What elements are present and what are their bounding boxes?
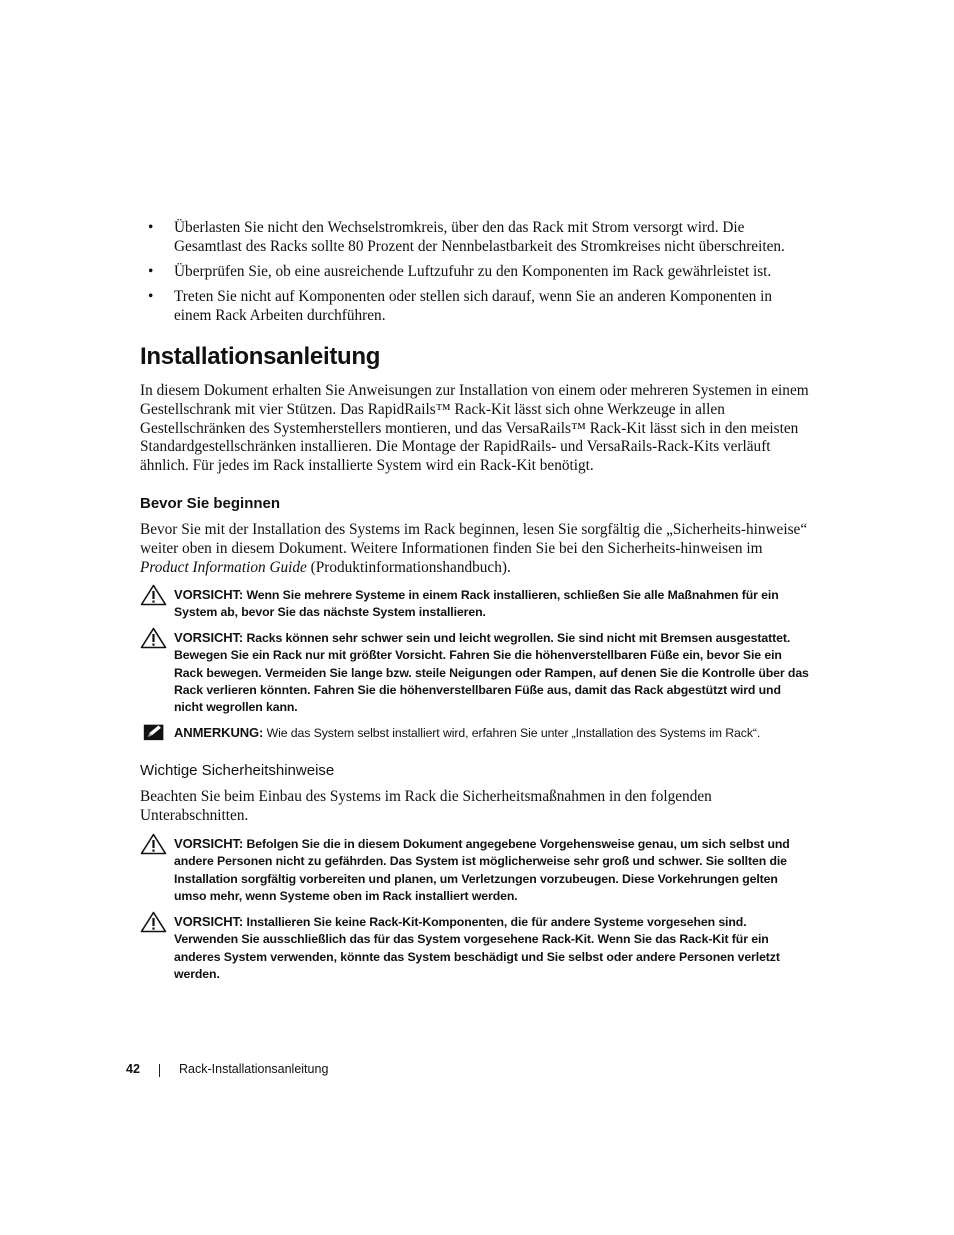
before-paragraph: Bevor Sie mit der Installation des Systems im Rack beginnen, lesen Sie sorgfältig die „Sicherheits-hinweise“ weiter oben in diesem Dokument. Weitere Informationen finden Sie bei den Sicherheits-hinweisen im Product Information Guide (Produktinformationshandbuch).	[140, 521, 808, 576]
note-box: ANMERKUNG: Wie das System selbst installiert wird, erfahren Sie unter „Installation des Systems im Rack“.	[140, 724, 812, 742]
list-item: • Überlasten Sie nicht den Wechselstromkreis, über den das Rack mit Strom versorgt wird. Die Gesamtlast des Racks sollte 80 Prozent der Nennbelastbarkeit des Stromkreises nicht überschreiten.	[148, 219, 785, 255]
intro-paragraph: In diesem Dokument erhalten Sie Anweisungen zur Installation von einem oder mehreren Systemen in einem Gestellschrank mit vier Stützen. Das RapidRails™ Rack-Kit lässt sich ohne Werkzeuge in allen Gestellschränken des Systemherstellers montieren, und das VersaRails™ Rack-Kit lässt sich in den meisten Standardgestellschränken installieren. Die Montage der RapidRails- und VersaRails-Rack-Kits verläuft ähnlich. Für jedes im Rack installierte System wird ein Rack-Kit benötigt.	[140, 382, 809, 475]
footer-title: Rack-Installationsanleitung	[179, 1062, 329, 1076]
before-heading: Bevor Sie beginnen	[140, 495, 281, 512]
footer-divider	[159, 1064, 160, 1077]
bullet-icon: •	[148, 288, 154, 305]
caution-box: VORSICHT: Befolgen Sie die in diesem Dokument angegebene Vorgehensweise genau, um sich selbst und andere Personen nicht zu gefährden. Das System ist möglicherweise sehr groß und schwer. Sie sollten die Installation sorgfältig vorbereiten und planen, um Verletzungen vorzubeugen. Diese Vorkehrungen gelten umso mehr, wenn Systeme oben im Rack installiert werden.	[140, 835, 812, 905]
warning-triangle-icon	[140, 911, 167, 933]
bullet-list	[148, 218, 808, 331]
list-item: • Überprüfen Sie, ob eine ausreichende Luftzufuhr zu den Komponenten im Rack gewährleistet ist.	[148, 263, 772, 280]
safety-heading: Wichtige Sicherheitshinweise	[140, 762, 335, 779]
section-title: Installationsanleitung	[140, 343, 381, 370]
caution-box: VORSICHT: Installieren Sie keine Rack-Kit-Komponenten, die für andere Systeme vorgesehen sind. Verwenden Sie ausschließlich das für das System vorgesehene Rack-Kit. Wenn Sie das Rack-Kit für ein anderes System verwenden, könnte das System beschädigt und Sie selbst oder andere Personen verletzt werden.	[140, 913, 812, 983]
list-item: • Treten Sie nicht auf Komponenten oder stellen sich darauf, wenn Sie an anderen Komponenten in einem Rack Arbeiten durchführen.	[148, 288, 772, 324]
warning-triangle-icon	[140, 833, 167, 855]
bullet-icon: •	[148, 263, 154, 280]
note-pencil-icon	[143, 722, 165, 742]
caution-box: VORSICHT: Racks können sehr schwer sein und leicht wegrollen. Sie sind nicht mit Bremsen ausgestattet. Bewegen Sie ein Rack nur mit größter Vorsicht. Fahren Sie die höhenverstellbaren Füße ein, bevor Sie ein Rack bewegen. Vermeiden Sie lange bzw. steile Neigungen oder Rampen, auf denen Sie die Kontrolle über das Rack verlieren könnten. Fahren Sie die höhenverstellbaren Füße aus, damit das Rack abgestützt wird und nicht wegrollen kann.	[140, 629, 812, 716]
page-number: 42	[126, 1062, 140, 1076]
safety-paragraph: Beachten Sie beim Einbau des Systems im Rack die Sicherheitsmaßnahmen in den folgenden Unterabschnitten.	[140, 788, 712, 824]
warning-triangle-icon	[140, 584, 167, 606]
warning-triangle-icon	[140, 627, 167, 649]
page-footer	[126, 1062, 329, 1076]
caution-box: VORSICHT: Wenn Sie mehrere Systeme in einem Rack installieren, schließen Sie alle Maßnahmen für ein System ab, bevor Sie das nächste System installieren.	[140, 586, 812, 622]
bullet-icon: •	[148, 219, 154, 236]
